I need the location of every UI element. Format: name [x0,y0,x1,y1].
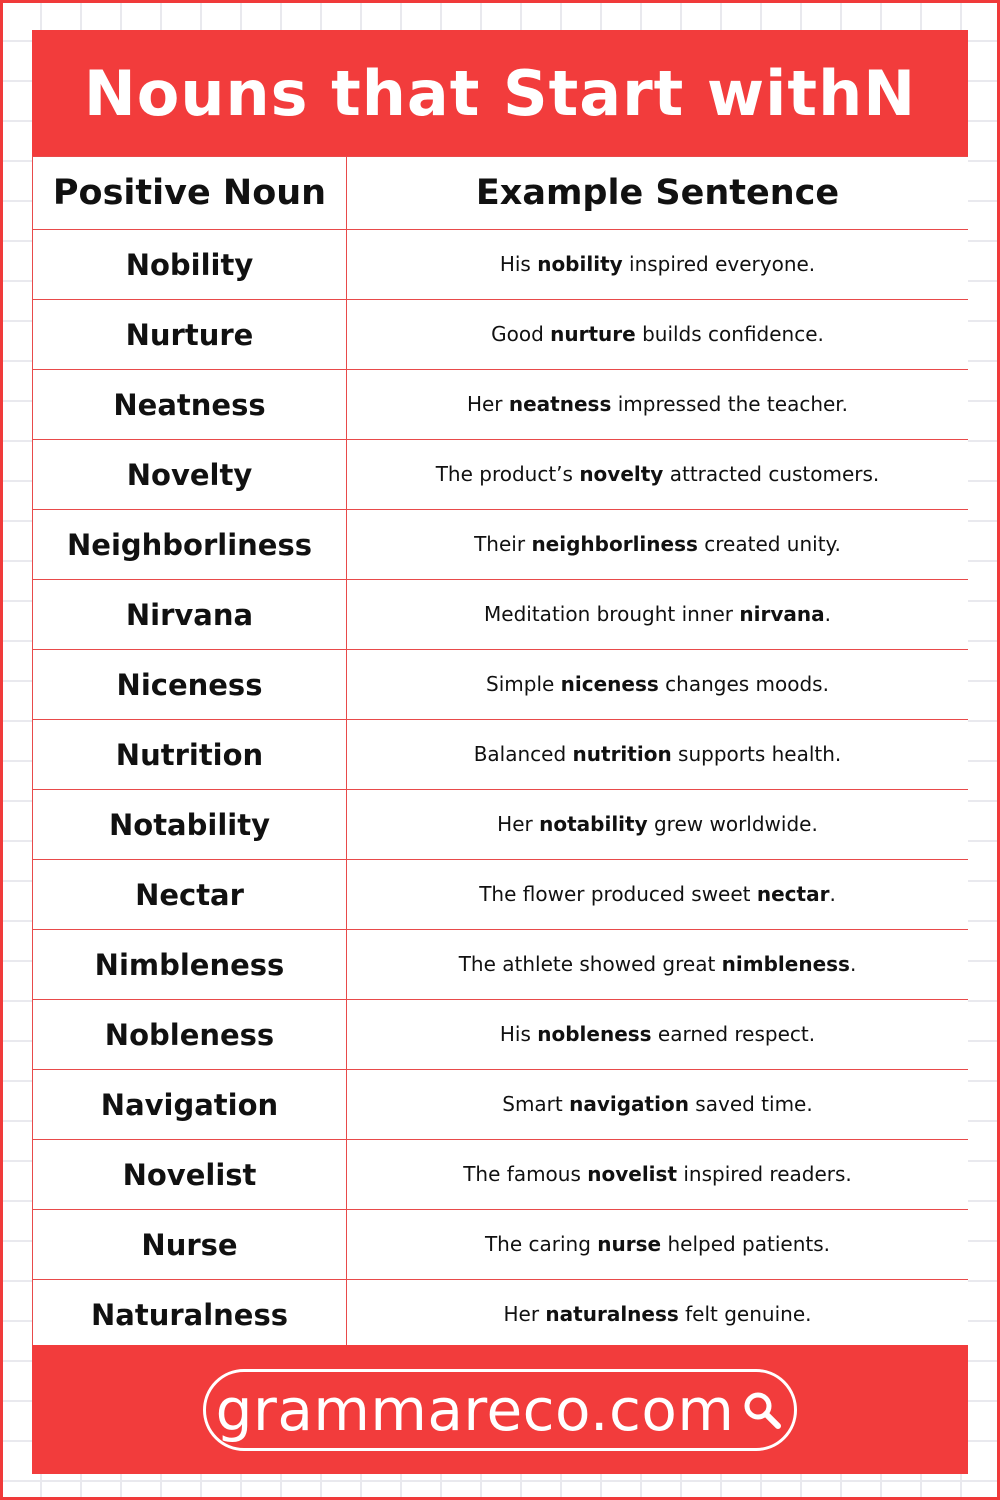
sentence-cell [347,1000,969,1070]
column-header-sentence: Example Sentence [347,157,969,230]
sentence-cell [347,650,969,720]
sentence-text [347,1092,968,1117]
sentence-cell [347,300,969,370]
sentence-text [347,602,968,627]
sentence-end: builds confidence. [635,322,824,346]
sentence-keyword: nectar [756,882,830,906]
sentence-keyword: nobility [537,252,623,276]
sentence-keyword: nutrition [572,742,672,766]
sentence-cell [347,1140,969,1210]
sentence-keyword: notability [539,812,648,836]
sentence-end: created unity. [697,532,841,556]
sentence-cell [347,1210,969,1280]
noun-cell: Novelty [33,440,347,510]
sentence-keyword: naturalness [545,1302,679,1326]
sentence-text [347,392,968,417]
noun-cell: Navigation [33,1070,347,1140]
sentence-start: The flower produced sweet [479,882,757,906]
column-header-noun: Positive Noun [33,157,347,230]
sentence-start: Her [466,392,509,416]
noun-cell: Nutrition [33,720,347,790]
sentence-cell [347,1070,969,1140]
table-row [33,720,969,790]
table-row [33,580,969,650]
nouns-table [32,156,968,1350]
sentence-keyword: navigation [569,1092,689,1116]
table-row [33,1280,969,1350]
sentence-cell [347,230,969,300]
noun-cell: Nectar [33,860,347,930]
sentence-end: inspired readers. [677,1162,852,1186]
sentence-start: The caring [484,1232,598,1256]
site-badge[interactable] [203,1369,797,1451]
sentence-keyword: nirvana [739,602,825,626]
table-row [33,1140,969,1210]
sentence-cell [347,510,969,580]
sentence-start: Smart [502,1092,570,1116]
noun-cell: Nobility [33,230,347,300]
sentence-start: The athlete showed great [458,952,722,976]
noun-cell: Neatness [33,370,347,440]
sentence-start: His [499,1022,538,1046]
footer-banner [32,1345,968,1474]
sentence-end: impressed the teacher. [611,392,849,416]
noun-cell: Nirvana [33,580,347,650]
sentence-keyword: nobleness [537,1022,652,1046]
page-title: Nouns that Start withN [83,56,917,130]
sentence-end: grew worldwide. [647,812,818,836]
noun-cell: Naturalness [33,1280,347,1350]
sentence-text [347,1232,968,1257]
sentence-keyword: neighborliness [531,532,698,556]
sentence-text [347,812,968,837]
sentence-cell [347,370,969,440]
noun-cell: Novelist [33,1140,347,1210]
table-row [33,930,969,1000]
table-row [33,370,969,440]
table-row [33,790,969,860]
sentence-start: Simple [486,672,561,696]
sentence-end: supports health. [671,742,842,766]
noun-cell: Neighborliness [33,510,347,580]
noun-cell: Niceness [33,650,347,720]
sentence-end: helped patients. [661,1232,831,1256]
sentence-cell [347,440,969,510]
sentence-text [347,882,968,907]
table-row [33,1210,969,1280]
sentence-cell [347,1280,969,1350]
sentence-text [347,532,968,557]
sentence-end: . [849,952,857,976]
sentence-cell [347,860,969,930]
site-url: grammareco.com [215,1375,735,1444]
sentence-text [347,672,968,697]
sentence-start: Good [491,322,551,346]
noun-cell: Nurse [33,1210,347,1280]
sentence-keyword: neatness [508,392,612,416]
sentence-end: . [829,882,836,906]
sentence-cell [347,790,969,860]
sentence-text [347,252,968,277]
table-body [33,230,969,1350]
sentence-end: felt genuine. [678,1302,812,1326]
table-row [33,230,969,300]
table-row [33,860,969,930]
sentence-start: Balanced [473,742,573,766]
table-row [33,440,969,510]
sentence-end: . [824,602,831,626]
sentence-text [347,1022,968,1047]
noun-cell: Nobleness [33,1000,347,1070]
sentence-end: attracted customers. [663,462,880,486]
noun-cell: Notability [33,790,347,860]
sentence-text [347,1162,968,1187]
sentence-start: His [499,252,538,276]
noun-cell: Nurture [33,300,347,370]
sentence-text [347,742,968,767]
table-header-row [33,157,969,230]
sentence-keyword: niceness [560,672,659,696]
sentence-cell [347,580,969,650]
table-row [33,1070,969,1140]
sentence-keyword: novelist [587,1162,678,1186]
sentence-text [347,462,968,487]
sentence-text [347,1302,968,1327]
table-row [33,300,969,370]
sentence-end: inspired everyone. [622,252,816,276]
sentence-text [347,322,968,347]
sentence-keyword: novelty [579,462,664,486]
sentence-keyword: nurse [597,1232,662,1256]
sentence-start: Meditation brought inner [484,602,740,626]
search-icon [740,1388,784,1432]
sentence-start: Their [474,532,532,556]
sentence-keyword: nurture [550,322,636,346]
sentence-start: The product’s [435,462,580,486]
table-row [33,1000,969,1070]
table-row [33,510,969,580]
sentence-cell [347,930,969,1000]
sentence-start: The famous [463,1162,588,1186]
noun-cell: Nimbleness [33,930,347,1000]
card [32,30,968,1474]
sentence-text [347,952,968,977]
sentence-keyword: nimbleness [721,952,850,976]
sentence-cell [347,720,969,790]
sentence-end: changes moods. [658,672,829,696]
sentence-end: saved time. [688,1092,813,1116]
sentence-start: Her [497,812,540,836]
sentence-end: earned respect. [651,1022,816,1046]
title-banner [32,30,968,156]
table-row [33,650,969,720]
sentence-start: Her [503,1302,546,1326]
